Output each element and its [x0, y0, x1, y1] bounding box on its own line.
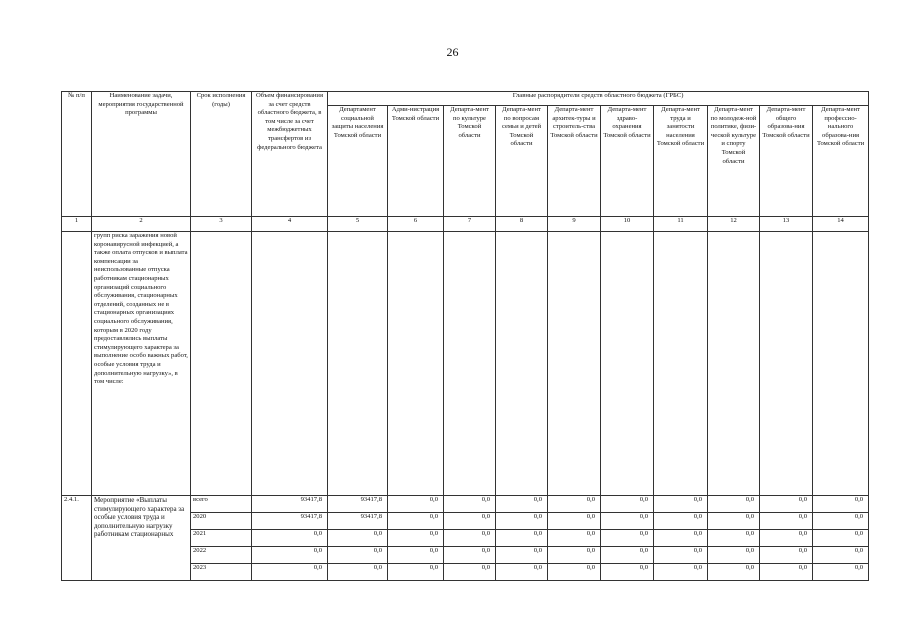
column-number: 9 [548, 217, 601, 232]
value-cell: 0,0 [601, 496, 654, 513]
value-cell: 0,0 [496, 513, 548, 530]
empty-cell [191, 232, 252, 496]
value-cell: 0,0 [548, 564, 601, 581]
period-cell: 2021 [191, 530, 252, 547]
column-number: 14 [813, 217, 869, 232]
value-cell: 0,0 [252, 564, 328, 581]
value-cell: 0,0 [654, 547, 708, 564]
header-grbs: Департа-мент по молодеж-ной политике, физи-ческой культуре и спорту Томской области [708, 106, 760, 217]
value-cell: 0,0 [654, 564, 708, 581]
empty-cell [548, 232, 601, 496]
value-cell: 0,0 [252, 530, 328, 547]
value-cell: 0,0 [813, 496, 869, 513]
column-number-row [62, 217, 869, 232]
value-cell: 0,0 [813, 547, 869, 564]
empty-cell [601, 232, 654, 496]
measure-title: Мероприятие «Выплаты стимулирующего характера за особые условия труда и дополнительную нагрузку работникам стационарных [92, 496, 191, 581]
column-number: 12 [708, 217, 760, 232]
value-cell: 0,0 [813, 530, 869, 547]
continued-task-row [62, 232, 869, 496]
value-cell: 0,0 [328, 564, 388, 581]
empty-cell [654, 232, 708, 496]
period-cell: всего [191, 496, 252, 513]
value-cell: 0,0 [813, 513, 869, 530]
header-grbs: Департа-мент по вопросам семьи и детей Томской области [496, 106, 548, 217]
value-cell: 0,0 [496, 547, 548, 564]
value-cell: 0,0 [708, 530, 760, 547]
value-cell: 93417,8 [328, 496, 388, 513]
value-cell: 0,0 [760, 564, 813, 581]
header-row-top [62, 92, 869, 106]
measure-number: 2.4.1. [62, 496, 92, 581]
value-cell: 0,0 [388, 530, 444, 547]
value-cell: 0,0 [388, 564, 444, 581]
value-cell: 0,0 [548, 513, 601, 530]
empty-cell [328, 232, 388, 496]
header-grbs: Департа-мент архитек-туры и строитель-ства Томской области [548, 106, 601, 217]
column-number: 5 [328, 217, 388, 232]
column-number: 10 [601, 217, 654, 232]
value-cell: 0,0 [601, 513, 654, 530]
header-grbs-group: Главные распорядители средств областного бюджета (ГРБС) [328, 92, 869, 106]
value-cell: 0,0 [328, 547, 388, 564]
empty-cell [252, 232, 328, 496]
value-cell: 0,0 [708, 513, 760, 530]
value-cell: 0,0 [388, 496, 444, 513]
value-cell: 0,0 [813, 564, 869, 581]
header-grbs: Департа-мент по культуре Томской области [444, 106, 496, 217]
value-cell: 0,0 [601, 530, 654, 547]
header-grbs: Департа-мент общего образова-ния Томской области [760, 106, 813, 217]
page-number: 26 [446, 45, 459, 59]
column-number: 13 [760, 217, 813, 232]
header-col-name: Наименование задачи, мероприятия государственной программы [92, 92, 191, 217]
value-cell: 0,0 [388, 513, 444, 530]
value-cell: 0,0 [708, 496, 760, 513]
value-cell: 0,0 [444, 530, 496, 547]
period-cell: 2022 [191, 547, 252, 564]
value-cell: 93417,8 [252, 513, 328, 530]
column-number: 11 [654, 217, 708, 232]
header-grbs: Департа-мент здраво-охранения Томской области [601, 106, 654, 217]
value-cell: 0,0 [654, 513, 708, 530]
value-cell: 0,0 [760, 496, 813, 513]
empty-cell [496, 232, 548, 496]
value-cell: 0,0 [548, 547, 601, 564]
value-cell: 0,0 [760, 547, 813, 564]
value-cell: 0,0 [548, 530, 601, 547]
empty-cell [388, 232, 444, 496]
column-number: 3 [191, 217, 252, 232]
value-cell: 0,0 [444, 496, 496, 513]
empty-cell [708, 232, 760, 496]
empty-cell [444, 232, 496, 496]
empty-cell [62, 232, 92, 496]
header-grbs: Департамент социальной защиты населения Томской области [328, 106, 388, 217]
value-cell: 0,0 [601, 564, 654, 581]
header-col-financing: Объем финансирования за счет средств областного бюджета, в том числе за счет межбюджетных трансфертов из федерального бюджета [252, 92, 328, 217]
column-number: 6 [388, 217, 444, 232]
header-grbs: Департа-мент труда и занятости населения Томской области [654, 106, 708, 217]
value-cell: 0,0 [496, 496, 548, 513]
value-cell: 0,0 [548, 496, 601, 513]
value-cell: 0,0 [444, 564, 496, 581]
header-col-period: Срок исполнения (годы) [191, 92, 252, 217]
column-number: 4 [252, 217, 328, 232]
empty-cell [760, 232, 813, 496]
period-cell: 2020 [191, 513, 252, 530]
column-number: 7 [444, 217, 496, 232]
column-number: 2 [92, 217, 191, 232]
value-cell: 0,0 [601, 547, 654, 564]
value-cell: 93417,8 [252, 496, 328, 513]
value-cell: 93417,8 [328, 513, 388, 530]
budget-table [61, 91, 869, 581]
value-cell: 0,0 [252, 547, 328, 564]
header-col-number: № п/п [62, 92, 92, 217]
value-cell: 0,0 [760, 530, 813, 547]
empty-cell [813, 232, 869, 496]
value-cell: 0,0 [388, 547, 444, 564]
header-grbs: Департа-мент профессио-нального образова-ния Томской области [813, 106, 869, 217]
continued-task-text: групп риска заражения новой коронавирусной инфекцией, а также оплата отпусков и выплата компенсации за неиспользованные отпуска работникам стационарных организаций социального обслуживания, стационарных отделений, созданных не в стационарных организациях социального обслуживания, которым в 2020 году предоставлялись выплаты стимулирующего характера за выполнение особо важных работ, особые условия труда и дополнительную нагрузку», в том числе: [92, 232, 191, 496]
value-cell: 0,0 [496, 564, 548, 581]
value-cell: 0,0 [444, 547, 496, 564]
value-cell: 0,0 [708, 564, 760, 581]
header-grbs: Адми-нистрация Томской области [388, 106, 444, 217]
value-cell: 0,0 [654, 496, 708, 513]
value-cell: 0,0 [654, 530, 708, 547]
value-cell: 0,0 [496, 530, 548, 547]
measure-row [62, 496, 869, 513]
period-cell: 2023 [191, 564, 252, 581]
value-cell: 0,0 [708, 547, 760, 564]
value-cell: 0,0 [444, 513, 496, 530]
value-cell: 0,0 [760, 513, 813, 530]
value-cell: 0,0 [328, 530, 388, 547]
column-number: 1 [62, 217, 92, 232]
column-number: 8 [496, 217, 548, 232]
